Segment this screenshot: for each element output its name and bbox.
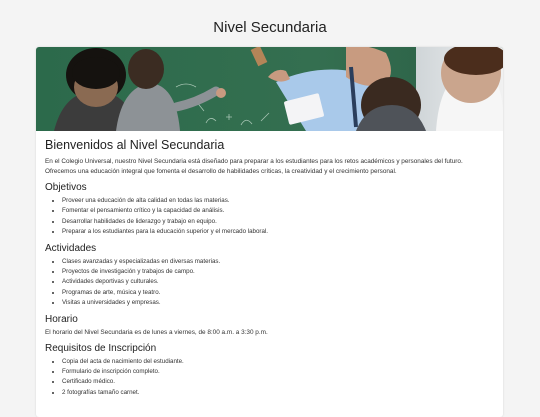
list-item: • Clases avanzadas y especializadas en diversas materias.: [62, 257, 494, 267]
list-item: • Copia del acta de nacimiento del estudiante.: [62, 357, 494, 367]
welcome-heading: Bienvenidos al Nivel Secundaria: [45, 138, 225, 152]
list-item: • Actividades deportivas y culturales.: [62, 277, 494, 287]
hero-image: [36, 47, 503, 131]
list-item: • Proyectos de investigación y trabajos de campo.: [62, 267, 494, 277]
intro-text: En el Colegio Universal, nuestro Nivel Secundaria está diseñado para preparar a los estudiantes para los retos académicos y personales del futuro. Ofrecemos una educación integral que fomenta el desarrollo de habilidades críticas, la creatividad y el crecimiento personal.: [45, 158, 463, 175]
list-item: • Visitas a universidades y empresas.: [62, 298, 494, 308]
content-card: [36, 47, 503, 417]
list-item: • Programas de arte, música y teatro.: [62, 288, 494, 298]
page-title: Nivel Secundaria: [213, 19, 327, 36]
list-item: • Desarrollar habilidades de liderazgo y trabajo en equipo.: [62, 217, 494, 227]
horario-text: El horario del Nivel Secundaria es de lunes a viernes, de 8:00 a.m. a 3:30 p.m.: [45, 328, 268, 336]
list-item: • Fomentar el pensamiento crítico y la capacidad de análisis.: [62, 206, 494, 216]
list-item: • 2 fotografías tamaño carnet.: [62, 388, 494, 398]
list-item: • Formulario de inscripción completo.: [62, 367, 494, 377]
list-item: • Certificado médico.: [62, 377, 494, 387]
objetivos-heading: Objetivos: [45, 182, 87, 193]
classroom-photo-icon: [36, 47, 503, 131]
list-item: • Proveer una educación de alta calidad en todas las materias.: [62, 196, 494, 206]
requisitos-heading: Requisitos de Inscripción: [45, 342, 157, 354]
actividades-list: [45, 257, 494, 309]
list-item: • Preparar a los estudiantes para la educación superior y el mercado laboral.: [62, 227, 494, 237]
objetivos-list: [45, 196, 494, 238]
horario-heading: Horario: [45, 313, 78, 325]
actividades-heading: Actividades: [45, 242, 97, 254]
requisitos-list: [45, 357, 494, 399]
